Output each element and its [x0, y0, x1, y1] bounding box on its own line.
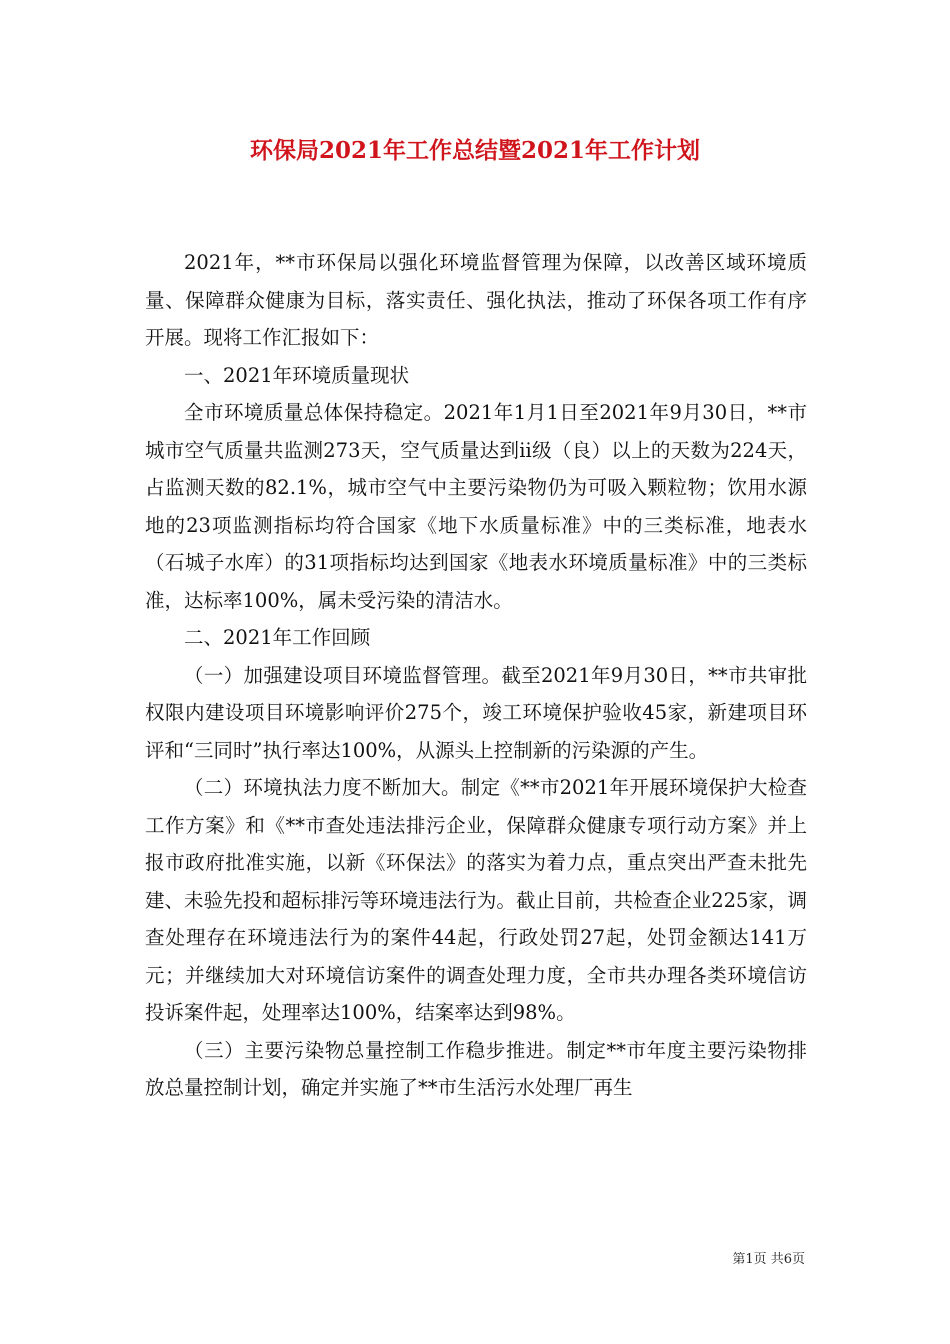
intro-paragraph: 2021年，**市环保局以强化环境监督管理为保障，以改善区域环境质量、保障群众健康为目标，落实责任、强化执法，推动了环保各项工作有序开展。现将工作汇报如下：: [145, 251, 807, 349]
document-title: 环保局2021年工作总结暨2021年工作计划: [249, 137, 701, 164]
environment-quality-paragraph: 全市环境质量总体保持稳定。2021年1月1日至2021年9月30日，**市城市空气质量共监测273天，空气质量达到ii级（良）以上的天数为224天，占监测天数的82.1%，城市空气中主要污染物仍为可吸入颗粒物；饮用水源地的23项监测指标均符合国家《地下水质量标准》中的三类标准，地表水（石城子水库）的31项指标均达到国家《地表水环境质量标准》中的三类标准，达标率100%，属未受污染的清洁水。: [145, 401, 807, 612]
construction-project-paragraph: （一）加强建设项目环境监督管理。截至2021年9月30日，**市共审批权限内建设项目环境影响评价275个，竣工环境保护验收45家，新建项目环评和“三同时”执行率达100%，从源头上控制新的污染源的产生。: [145, 663, 807, 762]
section-heading-1: 一、2021年环境质量现状: [184, 363, 410, 387]
law-enforcement-paragraph: （二）环境执法力度不断加大。制定《**市2021年开展环境保护大检查工作方案》和《**市查处违法排污企业，保障群众健康专项行动方案》并上报市政府批准实施，以新《环保法》的落实为着力点，重点突出严查未批先建、未验先投和超标排污等环境违法行为。截止目前，共检查企业225家，调查处理存在环境违法行为的案件44起，行政处罚27起，处罚金额达141万元；并继续加大对环境信访案件的调查处理力度，全市共办理各类环境信访投诉案件起，处理率达100%，结案率达到98%。: [145, 776, 807, 1024]
document-body: [145, 244, 807, 1107]
pollutant-control-paragraph: （三）主要污染物总量控制工作稳步推进。制定**市年度主要污染物排放总量控制计划，确定并实施了**市生活污水处理厂再生: [145, 1038, 807, 1099]
page-number: 第1页 共6页: [732, 1252, 805, 1267]
section-heading-2: 二、2021年工作回顾: [184, 626, 371, 649]
